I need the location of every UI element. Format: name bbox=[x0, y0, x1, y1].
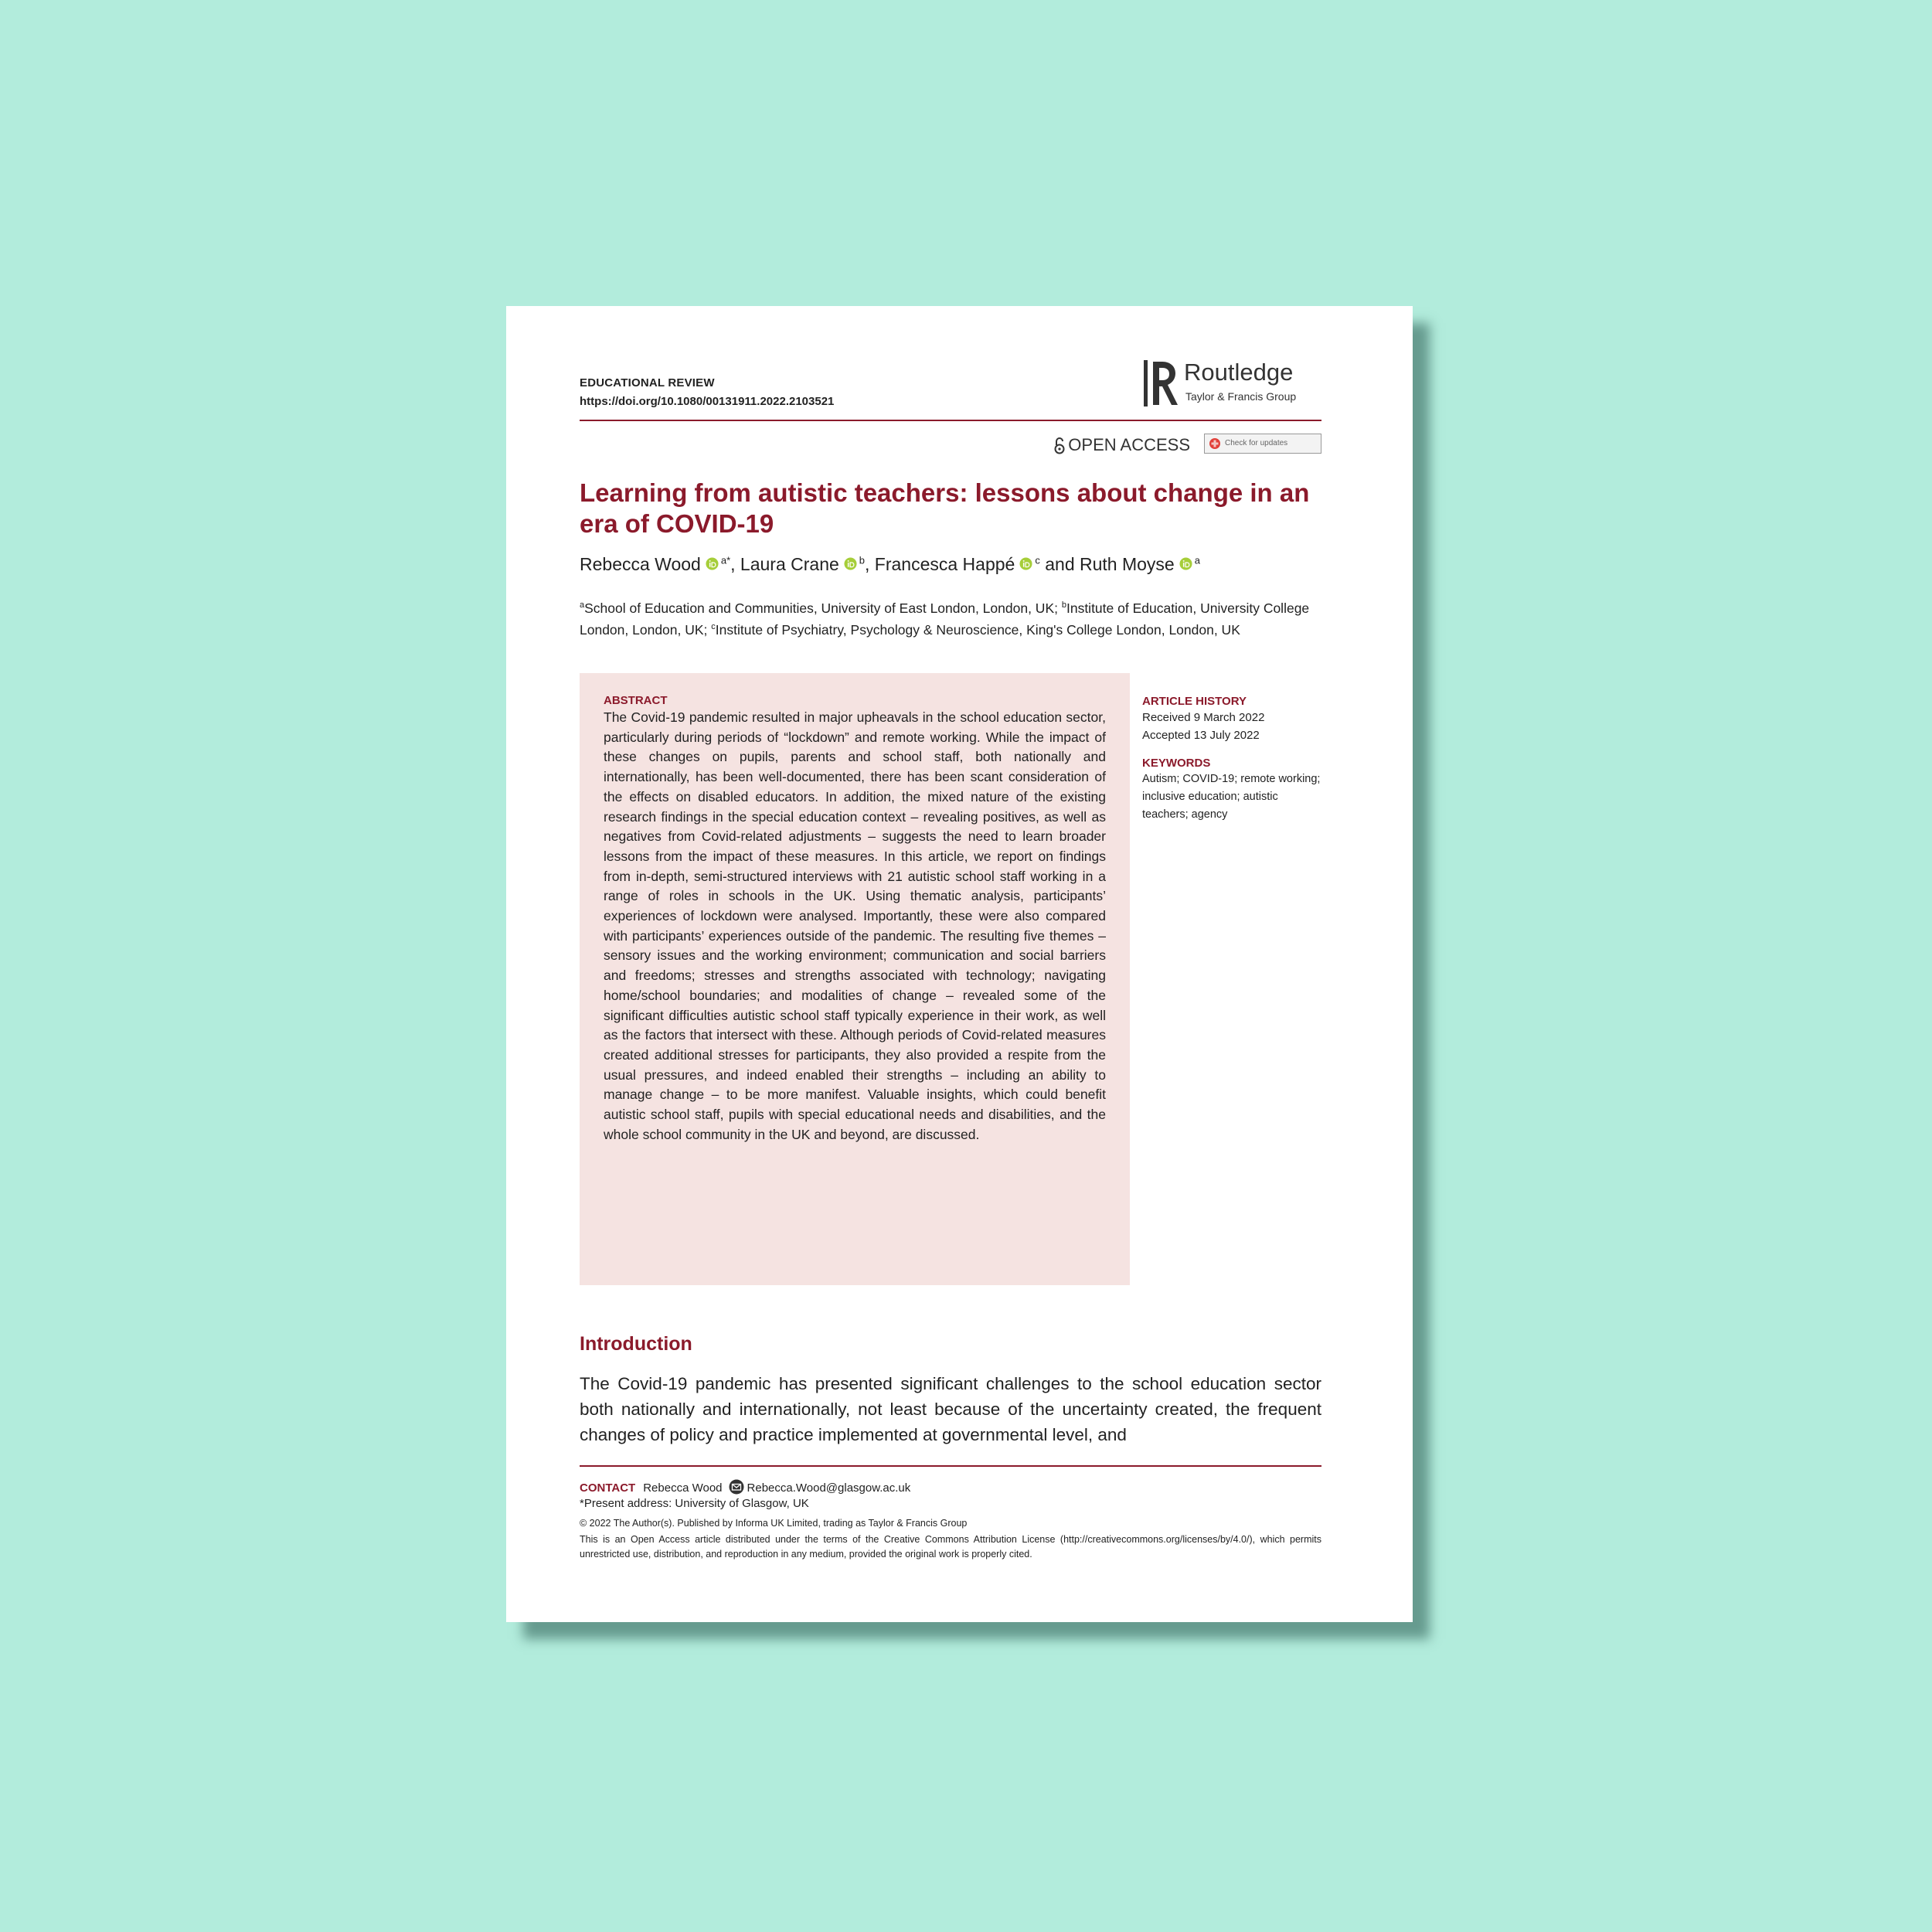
affiliation-text: School of Education and Communities, University of East London, London, UK; bbox=[584, 600, 1062, 616]
open-lock-icon bbox=[1054, 437, 1065, 454]
article-title: Learning from autistic teachers: lessons about change in an era of COVID-19 bbox=[580, 478, 1310, 538]
publisher-group: Taylor & Francis Group bbox=[1185, 390, 1297, 403]
author-sup: a bbox=[1194, 554, 1200, 566]
affiliation-mark: c bbox=[711, 621, 716, 631]
affiliation-text: Institute of Psychiatry, Psychology & Neuroscience, King's College London, London, UK bbox=[715, 621, 1240, 638]
received-date: Received 9 March 2022 bbox=[1142, 711, 1265, 724]
contact-label: CONTACT bbox=[580, 1481, 636, 1495]
author-sup: c bbox=[1035, 554, 1040, 566]
accepted-date: Accepted 13 July 2022 bbox=[1142, 729, 1260, 742]
abstract-heading: ABSTRACT bbox=[604, 694, 668, 707]
author-list bbox=[580, 554, 1200, 575]
routledge-logo-icon bbox=[1144, 359, 1178, 408]
author-separator: , bbox=[730, 554, 740, 574]
crossmark-icon bbox=[1209, 437, 1221, 450]
contact-line bbox=[580, 1479, 910, 1495]
author-name[interactable]: Ruth Moyse bbox=[1080, 554, 1175, 574]
footer-rule bbox=[580, 1465, 1321, 1467]
author-name[interactable]: Laura Crane bbox=[740, 554, 839, 574]
abstract-box bbox=[580, 673, 1130, 1285]
author-and: and bbox=[1039, 554, 1080, 574]
article-page bbox=[506, 306, 1413, 1622]
check-updates-label: Check for updates bbox=[1225, 439, 1288, 447]
publisher-logo bbox=[1144, 359, 1321, 410]
header-rule bbox=[580, 420, 1321, 421]
affiliation-mark: a bbox=[580, 600, 585, 610]
author-sup: b bbox=[859, 554, 866, 566]
journal-name: EDUCATIONAL REVIEW bbox=[580, 376, 715, 389]
doi-link[interactable]: https://doi.org/10.1080/00131911.2022.2103521 bbox=[580, 395, 835, 408]
affiliation-text: Institute of Education, University College London, London, UK; bbox=[580, 600, 1310, 638]
affiliations bbox=[580, 596, 1321, 639]
orcid-icon[interactable] bbox=[1019, 557, 1032, 570]
introduction-heading: Introduction bbox=[580, 1333, 692, 1355]
affiliation-mark: b bbox=[1061, 600, 1066, 610]
article-history-heading: ARTICLE HISTORY bbox=[1142, 695, 1247, 708]
keywords-list: Autism; COVID-19; remote working; inclusive education; autistic teachers; agency bbox=[1142, 773, 1321, 821]
license-text: This is an Open Access article distributed under the terms of the Creative Commons Attribution License (http://creativecommons.org/licenses/by/4.0/), which permits unrestricted use, distribution, and reproduction in any medium, provided the original work is properly cited. bbox=[580, 1534, 1321, 1560]
open-access-label bbox=[1054, 435, 1190, 455]
contact-name: Rebecca Wood bbox=[643, 1481, 723, 1495]
author-separator: , bbox=[865, 554, 875, 574]
orcid-icon[interactable] bbox=[706, 557, 719, 570]
open-access-text: OPEN ACCESS bbox=[1068, 435, 1190, 454]
orcid-icon[interactable] bbox=[844, 557, 857, 570]
orcid-icon[interactable] bbox=[1179, 557, 1192, 570]
email-icon bbox=[729, 1479, 744, 1495]
author-name[interactable]: Rebecca Wood bbox=[580, 554, 701, 574]
contact-email[interactable]: Rebecca.Wood@glasgow.ac.uk bbox=[747, 1481, 911, 1495]
keywords-heading: KEYWORDS bbox=[1142, 757, 1211, 770]
keywords-section bbox=[1142, 757, 1321, 824]
abstract-text: The Covid-19 pandemic resulted in major upheavals in the school education sector, particularly during periods of “lockdown” and remote working. While the impact of these changes on pupils, parents and school staff, both nationally and internationally, has been well-documented, there has been scant consideration of the effects on disabled educators. In addition, the mixed nature of the existing research findings in the special education context – revealing positives, as well as negatives from Covid-related adjustments – suggests the need to learn broader lessons from the impact of these measures. In this article, we report on findings from in-depth, semi-structured interviews with 21 autistic school staff working in a range of roles in schools in the UK. Using thematic analysis, participants’ experiences of lockdown were analysed. Importantly, these were also compared with participants’ experiences outside of the pandemic. The resulting five themes – sensory issues and the working environment; communication and social barriers and freedoms; stresses and strengths associated with technology; navigating home/school boundaries; and modalities of change – revealed some of the significant difficulties autistic school staff typically experience in their work, as well as the factors that intersect with these. Although periods of Covid-related measures created additional stresses for participants, they also provided a respite from the usual pressures, and indeed enabled their strengths – including an ability to manage change – to be more manifest. Valuable insights, which could benefit autistic school staff, pupils with special educational needs and disabilities, and the whole school community in the UK and beyond, are discussed. bbox=[604, 709, 1106, 1142]
article-sidebar bbox=[1142, 695, 1321, 824]
author-name[interactable]: Francesca Happé bbox=[874, 554, 1015, 574]
publisher-name: Routledge bbox=[1184, 359, 1294, 386]
copyright-line: © 2022 The Author(s). Published by Informa UK Limited, trading as Taylor & Francis Group bbox=[580, 1518, 968, 1529]
author-sup: a* bbox=[720, 554, 731, 566]
page-content bbox=[580, 306, 1321, 1622]
introduction-text: The Covid-19 pandemic has presented significant challenges to the school education sector both nationally and internationally, not least because of the uncertainty created, the frequent changes of policy and practice implemented at governmental level, and bbox=[580, 1374, 1321, 1444]
present-address: *Present address: University of Glasgow, UK bbox=[580, 1497, 809, 1510]
check-updates-button[interactable] bbox=[1204, 434, 1321, 454]
